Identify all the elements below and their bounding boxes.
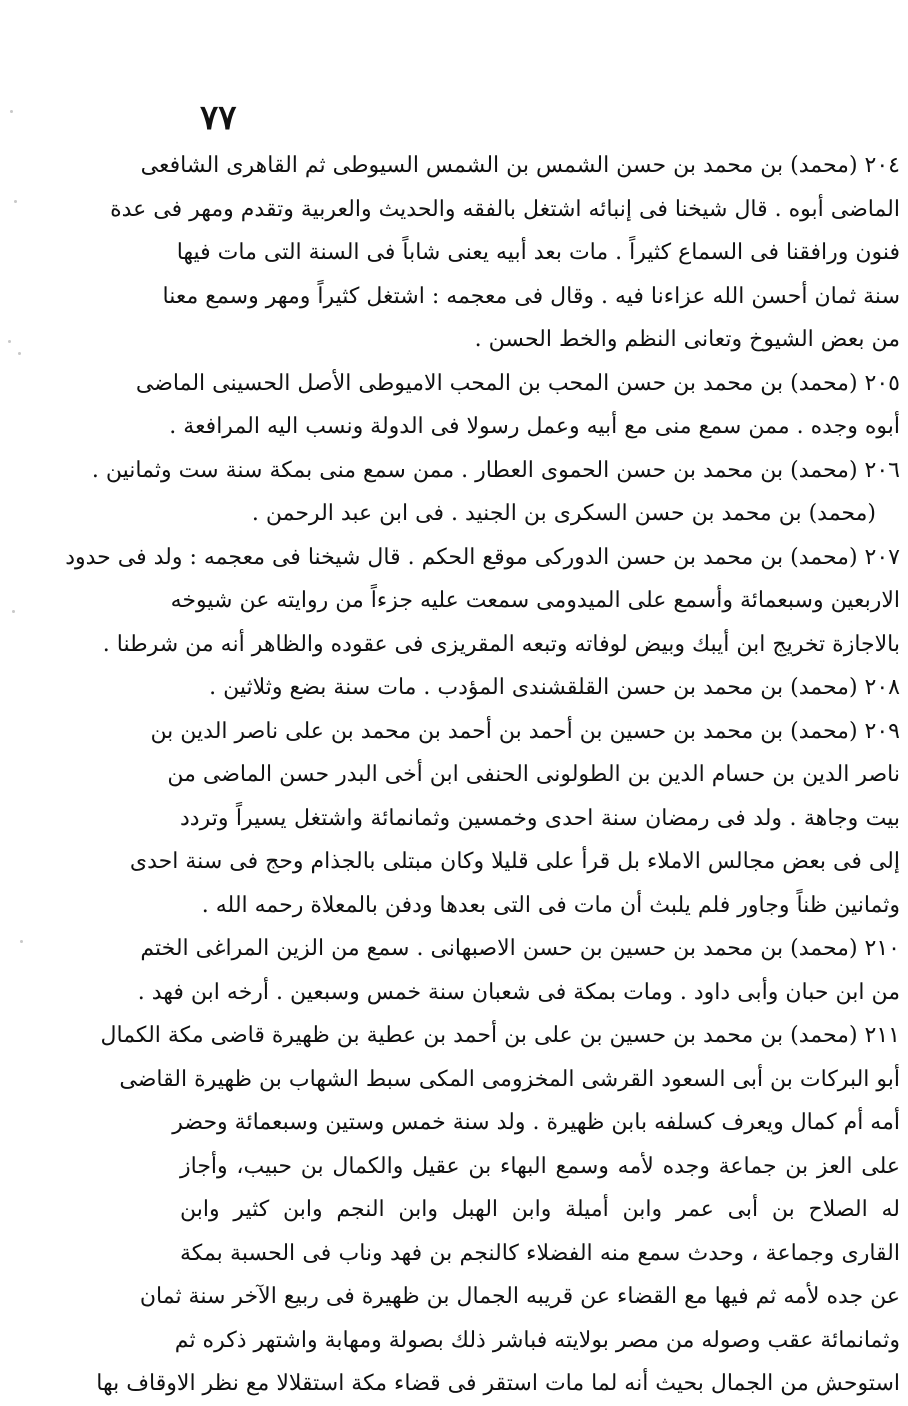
margin-dot [20, 940, 23, 943]
page-number: ٧٧ [200, 98, 237, 138]
text-line: من بعض الشيوخ وتعانى النظم والخط الحسن . [474, 327, 900, 352]
left-margin-marks [0, 0, 30, 1360]
text-line: ٢٠٥ (محمد) بن محمد بن حسن المحب بن المحب الاميوطى الأصل الحسينى الماضى [135, 370, 900, 396]
text-line: ٢١٠ (محمد) بن محمد بن حسين بن حسن الاصبهانى . سمع من الزين المراغى الختم [140, 936, 900, 961]
text-line: فنون ورافقنا فى السماع كثيراً . مات بعد أبيه يعنى شاباً فى السنة التى مات فيها [176, 240, 900, 265]
margin-dot [12, 610, 15, 613]
margin-dot [18, 352, 21, 355]
text-line: ٢٠٤ (محمد) بن محمد بن حسن الشمس بن الشمس السيوطى ثم القاهرى الشافعى [140, 153, 900, 178]
text-line: الاربعين وسبعمائة وأسمع على الميدومى سمعت عليه جزءاً من روايته عن شيوخه [170, 588, 900, 613]
text-line: إلى فى بعض مجالس الاملاء بل قرأ على قليلا وكان مبتلى بالجذام وحج فى سنة احدى [129, 849, 900, 874]
text-line: الماضى أبوه . قال شيخنا فى إنبائه اشتغل بالفقه والحديث والعربية وتقدم ومهر فى عدة [110, 196, 900, 222]
margin-dot [10, 110, 13, 113]
text-line: استوحش من الجمال بحيث أنه لما مات استقر فى قضاء مكة استقلالا مع نظر الاوقاف بها [96, 1371, 900, 1396]
text-line: أبو البركات بن أبى السعود القرشى المخزومى المكى سبط الشهاب بن ظهيرة القاضى [119, 1066, 900, 1092]
text-line: وثمانين ظناً وجاور فلم يلبث أن مات فى التى بعدها ودفن بالمعلاة رحمه الله . [201, 892, 900, 918]
margin-dot [14, 200, 17, 203]
text-line: أبوه وجده . ممن سمع منى مع أبيه وعمل رسولا فى الدولة ونسب اليه المرافعة . [169, 414, 900, 439]
text-line: وثمانمائة عقب وصوله من مصر بولايته فباشر ذلك بصولة ومهابة واشتهر ذكره ثم [174, 1327, 900, 1353]
text-line: على العز بن جماعة وجده لأمه وسمع البهاء بن عقيل والكمال بن حبيب، وأجاز [180, 1153, 901, 1179]
text-line: بيت وجاهة . ولد فى رمضان سنة احدى وخمسين وثمانمائة واشتغل يسيراً وتردد [180, 805, 900, 831]
text-line: ٢٠٩ (محمد) بن محمد بن حسين بن أحمد بن أحمد بن محمد بن على ناصر الدين بن [150, 718, 900, 744]
text-line: أمه أم كمال ويعرف كسلفه بابن ظهيرة . ولد سنة خمس وستين وسبعمائة وحضر [172, 1110, 900, 1135]
text-line: ٢١١ (محمد) بن محمد بن حسين بن على بن أحمد بن عطية بن ظهيرة قاضى مكة الكمال [100, 1023, 900, 1048]
text-line: ناصر الدين بن حسام الدين بن الطولونى الحنفى ابن أخى البدر حسن الماضى من [167, 762, 900, 787]
text-line: ٢٠٨ (محمد) بن محمد بن حسن القلقشندى المؤدب . مات سنة بضع وثلاثين . [209, 675, 900, 700]
text-line: القارى وجماعة ، وحدث سمع منه الفضلاء كالنجم بن فهد وناب فى الحسبة بمكة [180, 1240, 900, 1266]
text-line: بالاجازة تخريج ابن أيبك وبيض لوفاته وتبعه المقريزى فى عقوده والظاهر أنه من شرطنا . [102, 631, 900, 657]
text-line: ٢٠٧ (محمد) بن محمد بن حسن الدوركى موقع الحكم . قال شيخنا فى معجمه : ولد فى حدود [65, 544, 900, 570]
margin-dot [8, 340, 11, 343]
text-line: (محمد) بن محمد بن حسن السكرى بن الجنيد . فى ابن عبد الرحمن . [251, 501, 876, 526]
text-line: ٢٠٦ (محمد) بن محمد بن حسن الحموى العطار . ممن سمع منى بمكة سنة ست وثمانين . [91, 457, 900, 483]
text-line: سنة ثمان أحسن الله عزاءنا فيه . وقال فى معجمه : اشتغل كثيراً ومهر وسمع معنا [162, 283, 900, 309]
text-line: عن جده لأمه ثم فيها مع القضاء عن قريبه الجمال بن ظهيرة فى ربيع الآخر سنة ثمان [139, 1284, 900, 1309]
page-text-block [65, 144, 901, 1406]
text-line: له الصلاح بن أبى عمر وابن أميلة وابن الهبل وابن النجم وابن كثير وابن [180, 1197, 900, 1222]
text-line: من ابن حبان وأبى داود . ومات بمكة فى شعبان سنة خمس وسبعين . أرخه ابن فهد . [137, 979, 900, 1005]
